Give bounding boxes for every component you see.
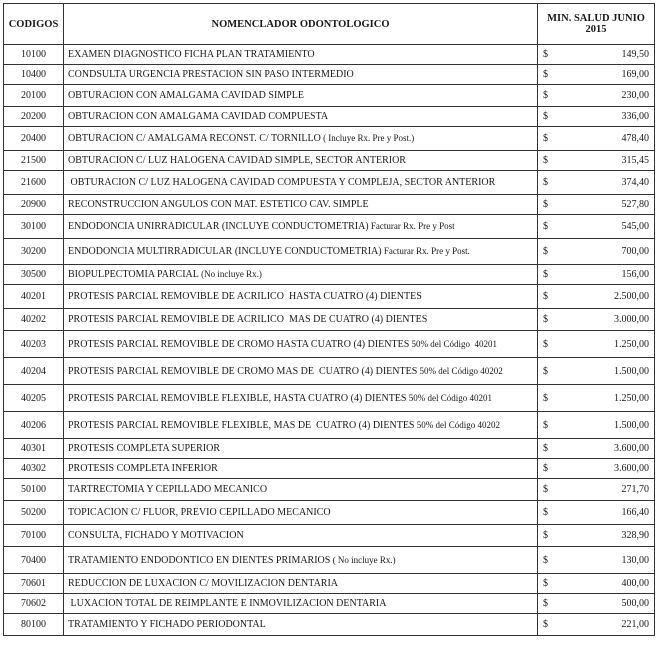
row-description-cell (64, 151, 538, 171)
row-price: 478,40 (621, 133, 649, 144)
row-description: EXAMEN DIAGNOSTICO FICHA PLAN TRATAMIENTO (68, 49, 315, 60)
row-description-cell (64, 107, 538, 127)
currency-symbol: $ (543, 291, 548, 302)
currency-symbol: $ (543, 419, 548, 431)
table-row (4, 85, 655, 107)
currency-symbol: $ (543, 49, 548, 60)
header-codigos: CODIGOS (4, 4, 64, 45)
row-price: 221,00 (621, 619, 649, 630)
row-description-cell (64, 479, 538, 501)
row-description: ENDODONCIA MULTIRRADICULAR (INCLUYE CONDUCTOMETRIA) (68, 246, 382, 257)
currency-symbol: $ (543, 246, 548, 257)
row-price: 166,40 (621, 507, 649, 518)
currency-symbol: $ (543, 199, 548, 210)
currency-symbol: $ (543, 269, 548, 280)
currency-symbol: $ (543, 133, 548, 144)
currency-symbol: $ (543, 619, 548, 630)
table-row (4, 215, 655, 239)
currency-symbol: $ (543, 111, 548, 122)
row-description: CONSULTA, FICHADO Y MOTIVACION (68, 530, 244, 541)
currency-symbol: $ (543, 463, 548, 474)
currency-symbol: $ (543, 155, 548, 166)
table-body (4, 45, 655, 636)
table-row (4, 107, 655, 127)
row-price: 3.600,00 (614, 463, 649, 474)
row-price-cell (538, 459, 655, 479)
row-price-cell (538, 151, 655, 171)
row-note: 50% del Código 40202 (417, 365, 503, 376)
table-header (4, 4, 655, 45)
row-description: RECONSTRUCCION ANGULOS CON MAT. ESTETICO CAV. SIMPLE (68, 199, 369, 210)
row-description: PROTESIS COMPLETA INFERIOR (68, 463, 218, 474)
currency-symbol: $ (543, 554, 548, 566)
row-code: 30200 (4, 239, 64, 265)
row-price-cell (538, 614, 655, 636)
row-price: 149,50 (621, 49, 649, 60)
row-price-cell (538, 547, 655, 574)
row-price-cell (538, 215, 655, 239)
row-price: 271,70 (621, 484, 649, 495)
row-description: PROTESIS PARCIAL REMOVIBLE DE ACRILICO MAS DE CUATRO (4) DIENTES (68, 314, 428, 325)
row-description: PROTESIS COMPLETA SUPERIOR (68, 443, 221, 454)
row-description-cell (64, 385, 538, 412)
row-price-cell (538, 107, 655, 127)
row-description-cell (64, 309, 538, 331)
currency-symbol: $ (543, 314, 548, 325)
row-description: PROTESIS PARCIAL REMOVIBLE DE ACRILICO HASTA CUATRO (4) DIENTES (68, 291, 422, 302)
row-price-cell (538, 285, 655, 309)
table-row (4, 459, 655, 479)
row-price-cell (538, 412, 655, 439)
row-price: 230,00 (621, 90, 649, 101)
row-description-cell (64, 501, 538, 525)
table-row (4, 285, 655, 309)
row-description: PROTESIS PARCIAL REMOVIBLE FLEXIBLE, HASTA CUATRO (4) DIENTES (68, 392, 407, 404)
table-row (4, 385, 655, 412)
currency-symbol: $ (543, 598, 548, 609)
row-code: 21500 (4, 151, 64, 171)
row-note: Facturar Rx. Pre y Post. (381, 246, 470, 256)
currency-symbol: $ (543, 530, 548, 541)
row-description-cell (64, 215, 538, 239)
table-row (4, 594, 655, 614)
row-code: 20100 (4, 85, 64, 107)
row-price: 2.500,00 (614, 291, 649, 302)
row-price-cell (538, 171, 655, 195)
row-description-cell (64, 594, 538, 614)
table-row (4, 358, 655, 385)
row-description-cell (64, 614, 538, 636)
table-row (4, 195, 655, 215)
header-min-salud-line1: MIN. SALUD JUNIO (547, 13, 645, 24)
row-price: 1.500,00 (614, 365, 649, 377)
row-price-cell (538, 479, 655, 501)
row-description: CONDSULTA URGENCIA PRESTACION SIN PASO INTERMEDIO (68, 69, 354, 80)
row-description: OBTURACION C/ LUZ HALOGENA CAVIDAD SIMPLE, SECTOR ANTERIOR (68, 155, 406, 166)
row-price: 527,80 (621, 199, 649, 210)
table-row (4, 127, 655, 151)
row-description-cell (64, 195, 538, 215)
row-description-cell (64, 439, 538, 459)
row-description-cell (64, 85, 538, 107)
row-code: 40202 (4, 309, 64, 331)
row-code: 40302 (4, 459, 64, 479)
row-description-cell (64, 285, 538, 309)
row-description: OBTURACION C/ AMALGAMA RECONST. C/ TORNILLO (68, 133, 321, 144)
row-description-cell (64, 65, 538, 85)
row-description-cell (64, 45, 538, 65)
table-row (4, 239, 655, 265)
currency-symbol: $ (543, 443, 548, 454)
row-price: 400,00 (621, 578, 649, 589)
nomenclador-table (3, 3, 655, 636)
row-code: 50100 (4, 479, 64, 501)
row-price-cell (538, 439, 655, 459)
row-code: 20200 (4, 107, 64, 127)
row-code: 70400 (4, 547, 64, 574)
row-code: 40301 (4, 439, 64, 459)
row-price: 374,40 (621, 177, 649, 188)
row-price-cell (538, 265, 655, 285)
row-description-cell (64, 412, 538, 439)
row-code: 70602 (4, 594, 64, 614)
row-price-cell (538, 65, 655, 85)
row-description-cell (64, 239, 538, 265)
row-price: 500,00 (621, 598, 649, 609)
row-code: 10100 (4, 45, 64, 65)
row-price: 1.250,00 (614, 338, 649, 350)
row-note: 50% del Código 40201 (409, 338, 498, 349)
table-row (4, 412, 655, 439)
row-description: ENDODONCIA UNIRRADICULAR (INCLUYE CONDUCTOMETRIA) (68, 221, 369, 232)
row-note: ( Incluye Rx. Pre y Post.) (320, 133, 415, 143)
row-price-cell (538, 331, 655, 358)
table-row (4, 547, 655, 574)
row-description-cell (64, 525, 538, 547)
row-price-cell (538, 574, 655, 594)
row-description-cell (64, 358, 538, 385)
table-row (4, 265, 655, 285)
row-price-cell (538, 127, 655, 151)
row-price: 3.000,00 (614, 314, 649, 325)
row-code: 70601 (4, 574, 64, 594)
row-price-cell (538, 594, 655, 614)
table-row (4, 525, 655, 547)
header-nomenclador: NOMENCLADOR ODONTOLOGICO (64, 4, 538, 45)
row-description: OBTURACION C/ LUZ HALOGENA CAVIDAD COMPUESTA Y COMPLEJA, SECTOR ANTERIOR (68, 177, 496, 188)
row-price: 545,00 (621, 221, 649, 232)
row-note: 50% del Código 40202 (414, 419, 500, 430)
table-row (4, 439, 655, 459)
row-description: TRATAMIENTO ENDODONTICO EN DIENTES PRIMARIOS (68, 554, 331, 566)
header-row (4, 4, 655, 45)
currency-symbol: $ (543, 221, 548, 232)
currency-symbol: $ (543, 177, 548, 188)
row-code: 40206 (4, 412, 64, 439)
row-price: 156,00 (621, 269, 649, 280)
currency-symbol: $ (543, 69, 548, 80)
row-price-cell (538, 525, 655, 547)
table-row (4, 574, 655, 594)
row-code: 50200 (4, 501, 64, 525)
row-price: 315,45 (621, 155, 649, 166)
row-code: 40203 (4, 331, 64, 358)
row-price-cell (538, 309, 655, 331)
row-description: TOPICACION C/ FLUOR, PREVIO CEPILLADO MECANICO (68, 507, 331, 518)
row-code: 10400 (4, 65, 64, 85)
currency-symbol: $ (543, 578, 548, 589)
row-description: LUXACION TOTAL DE REIMPLANTE E INMOVILIZACION DENTARIA (68, 598, 387, 609)
table-row (4, 171, 655, 195)
currency-symbol: $ (543, 338, 548, 350)
row-description-cell (64, 265, 538, 285)
row-price: 1.250,00 (614, 392, 649, 404)
row-description: BIOPULPECTOMIA PARCIAL (68, 269, 199, 280)
row-description-cell (64, 127, 538, 151)
row-code: 40205 (4, 385, 64, 412)
row-description-cell (64, 171, 538, 195)
row-price: 169,00 (621, 69, 649, 80)
row-price-cell (538, 195, 655, 215)
row-description-cell (64, 547, 538, 574)
row-code: 80100 (4, 614, 64, 636)
table-row (4, 479, 655, 501)
row-note: ( No incluye Rx.) (330, 554, 396, 565)
row-price: 130,00 (621, 554, 649, 566)
table-row (4, 151, 655, 171)
row-description: TRATAMIENTO Y FICHADO PERIODONTAL (68, 619, 266, 630)
row-price-cell (538, 358, 655, 385)
row-code: 40204 (4, 358, 64, 385)
row-note: 50% del Código 40201 (406, 392, 492, 403)
row-code: 20900 (4, 195, 64, 215)
header-min-salud (538, 4, 655, 45)
row-price: 1.500,00 (614, 419, 649, 431)
row-price-cell (538, 501, 655, 525)
row-price: 3.600,00 (614, 443, 649, 454)
currency-symbol: $ (543, 484, 548, 495)
header-min-salud-line2: 2015 (585, 24, 607, 35)
currency-symbol: $ (543, 90, 548, 101)
row-description: OBTURACION CON AMALGAMA CAVIDAD SIMPLE (68, 90, 304, 101)
table-row (4, 501, 655, 525)
row-description: OBTURACION CON AMALGAMA CAVIDAD COMPUESTA (68, 111, 329, 122)
row-description: TARTRECTOMIA Y CEPILLADO MECANICO (68, 484, 268, 495)
row-description: PROTESIS PARCIAL REMOVIBLE FLEXIBLE, MAS DE CUATRO (4) DIENTES (68, 419, 415, 431)
table-row (4, 331, 655, 358)
row-note: Facturar Rx. Pre y Post (368, 221, 455, 231)
table-row (4, 614, 655, 636)
row-code: 40201 (4, 285, 64, 309)
table-row (4, 309, 655, 331)
row-description-cell (64, 574, 538, 594)
currency-symbol: $ (543, 392, 548, 404)
row-price-cell (538, 239, 655, 265)
row-code: 30500 (4, 265, 64, 285)
row-description-cell (64, 459, 538, 479)
row-note: (No incluye Rx.) (198, 269, 262, 279)
row-price-cell (538, 85, 655, 107)
table-row (4, 45, 655, 65)
row-description: REDUCCION DE LUXACION C/ MOVILIZACION DENTARIA (68, 578, 339, 589)
row-description: PROTESIS PARCIAL REMOVIBLE DE CROMO HASTA CUATRO (4) DIENTES (68, 338, 410, 350)
row-description-cell (64, 331, 538, 358)
row-description: PROTESIS PARCIAL REMOVIBLE DE CROMO MAS DE CUATRO (4) DIENTES (68, 365, 418, 377)
row-price: 336,00 (621, 111, 649, 122)
row-code: 20400 (4, 127, 64, 151)
row-price: 328,90 (621, 530, 649, 541)
row-price-cell (538, 45, 655, 65)
currency-symbol: $ (543, 507, 548, 518)
row-price: 700,00 (621, 246, 649, 257)
row-price-cell (538, 385, 655, 412)
currency-symbol: $ (543, 365, 548, 377)
row-code: 21600 (4, 171, 64, 195)
row-code: 30100 (4, 215, 64, 239)
table-row (4, 65, 655, 85)
row-code: 70100 (4, 525, 64, 547)
